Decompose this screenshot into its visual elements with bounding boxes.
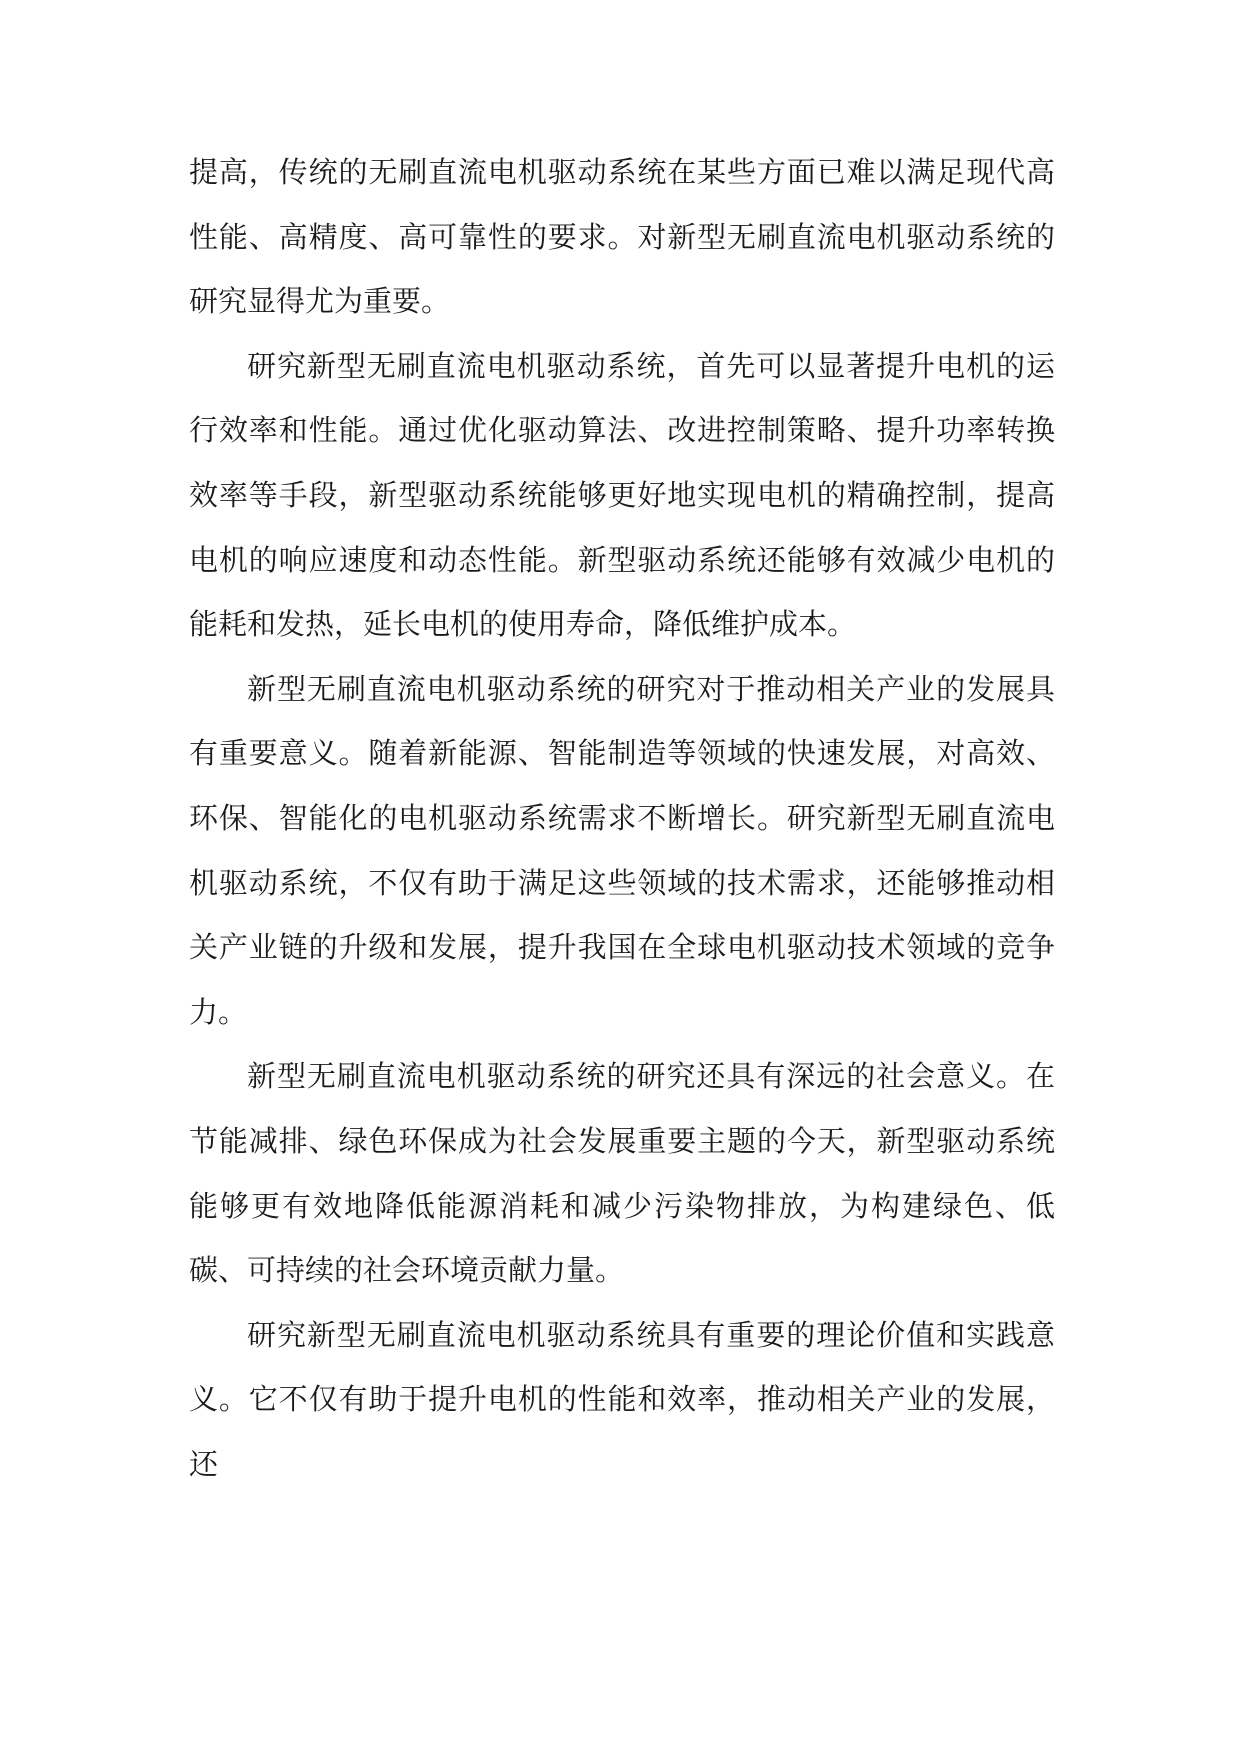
paragraph: 研究新型无刷直流电机驱动系统，首先可以显著提升电机的运行效率和性能。通过优化驱动算法、改进控制策略、提升功率转换效率等手段，新型驱动系统能够更好地实现电机的精确控制，提高电机的响应速度和动态性能。新型驱动系统还能够有效减少电机的能耗和发热，延长电机的使用寿命，降低维护成本。 (189, 348, 1055, 642)
paragraph: 新型无刷直流电机驱动系统的研究对于推动相关产业的发展具有重要意义。随着新能源、智能制造等领域的快速发展，对高效、环保、智能化的电机驱动系统需求不断增长。研究新型无刷直流电机驱动系统，不仅有助于满足这些领域的技术需求，还能够推动相关产业链的升级和发展，提升我国在全球电机驱动技术领域的竞争力。 (189, 671, 1055, 1029)
paragraph: 提高，传统的无刷直流电机驱动系统在某些方面已难以满足现代高性能、高精度、高可靠性的要求。对新型无刷直流电机驱动系统的研究显得尤为重要。 (189, 155, 1055, 319)
paragraph: 研究新型无刷直流电机驱动系统具有重要的理论价值和实践意义。它不仅有助于提升电机的性能和效率，推动相关产业的发展，还 (189, 1317, 1055, 1481)
body-text (189, 140, 1055, 1496)
paragraph: 新型无刷直流电机驱动系统的研究还具有深远的社会意义。在节能减排、绿色环保成为社会发展重要主题的今天，新型驱动系统能够更有效地降低能源消耗和减少污染物排放，为构建绿色、低碳、可持续的社会环境贡献力量。 (189, 1059, 1055, 1288)
